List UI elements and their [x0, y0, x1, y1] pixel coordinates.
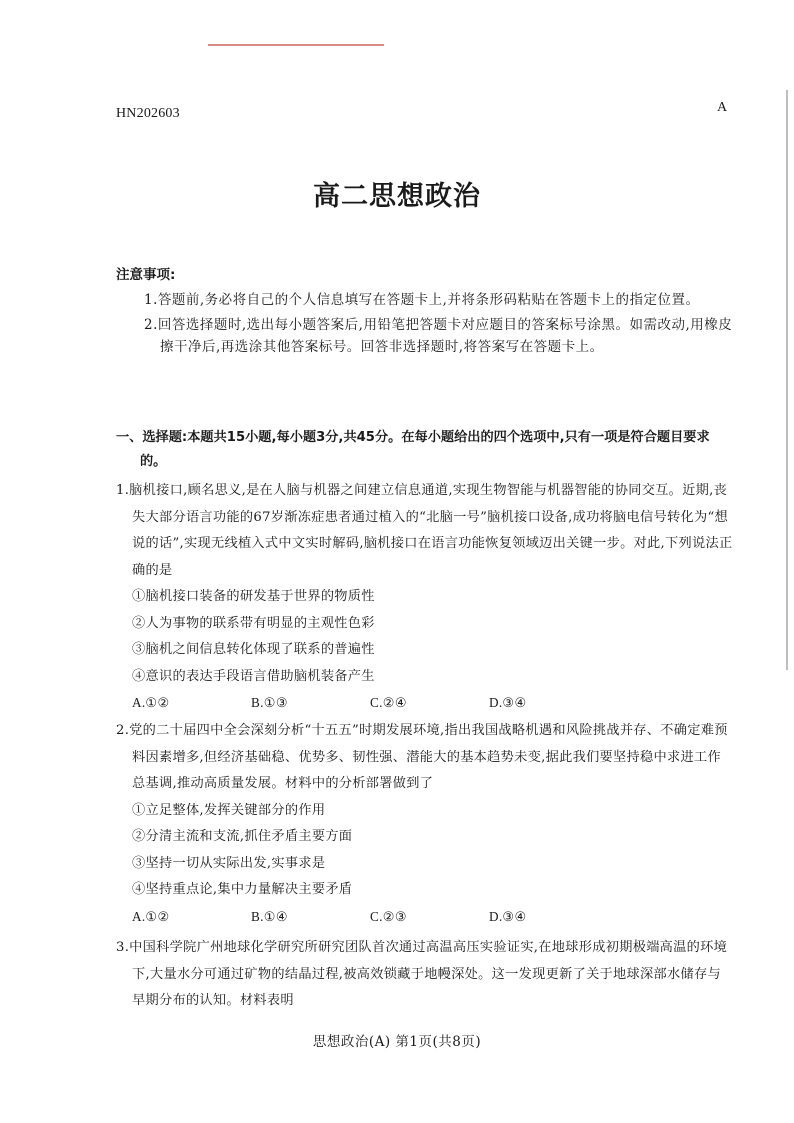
answer-choice-d: D.③④ [489, 695, 527, 710]
answer-choice-c: C.②④ [370, 695, 407, 710]
question-2 [116, 718, 734, 930]
answer-choice-b: B.①③ [251, 695, 288, 710]
scan-mark-top [208, 44, 384, 46]
answer-choice-b: B.①④ [251, 908, 288, 924]
answer-choice-d: D.③④ [489, 908, 527, 924]
page-footer: 思想政治(A) 第1页(共8页) [312, 1034, 482, 1050]
section-heading: 一、选择题:本题共15小题,每小题3分,共45分。在每小题给出的四个选项中,只有一项是符合题目要求的。 [116, 430, 710, 469]
statement-option: ②分清主流和支流,抓住矛盾主要方面 [132, 829, 353, 844]
question-stem: 3.中国科学院广州地球化学研究所研究团队首次通过高温高压实验证实,在地球形成初期极端高温的环境下,大量水分可通过矿物的结晶过程,被高效锁藏于地幔深处。这一发现更新了关于地球深部水储存与早期分布的认知。材料表明 [116, 940, 728, 1008]
statement-option: ①脑机接口装备的研发基于世界的物质性 [132, 589, 375, 604]
answer-choices [116, 904, 734, 931]
notice-block [116, 264, 736, 358]
answer-choice-a: A.①② [132, 695, 170, 710]
notice-item: 2.回答选择题时,选出每小题答案后,用铅笔把答题卡对应题目的答案标号涂黑。如需改动,用橡皮擦干净后,再选涂其他答案标号。回答非选择题时,将答案写在答题卡上。 [144, 317, 733, 355]
notice-item: 1.答题前,务必将自己的个人信息填写在答题卡上,并将条形码粘贴在答题卡上的指定位置。 [144, 292, 700, 308]
notice-heading: 注意事项: [116, 267, 176, 283]
statement-option: ③坚持一切从实际出发,实事求是 [132, 855, 326, 871]
question-stem: 2.党的二十届四中全会深刻分析“十五五”时期发展环境,指出我国战略机遇和风险挑战并存、不确定难预料因素增多,但经济基础稳、优势多、韧性强、潜能大的基本趋势未变,据此我们要坚持稳中求进工作总基调,推动高质量发展。材料中的分析部署做到了 [116, 723, 728, 791]
statement-option: ②人为事物的联系带有明显的主观性色彩 [132, 615, 375, 631]
statement-option: ④意识的表达手段语言借助脑机装备产生 [132, 668, 375, 684]
statement-option: ④坚持重点论,集中力量解决主要矛盾 [132, 882, 353, 897]
answer-choice-a: A.①② [132, 908, 170, 924]
question-1 [116, 478, 734, 717]
statement-option: ③脑机之间信息转化体现了联系的普遍性 [132, 642, 375, 657]
statement-option: ①立足整体,发挥关键部分的作用 [132, 802, 326, 818]
answer-choices [116, 690, 734, 717]
question-stem: 1.脑机接口,顾名思义,是在人脑与机器之间建立信息通道,实现生物智能与机器智能的协同交互。近期,丧失大部分语言功能的67岁渐冻症患者通过植入的“北脑一号”脑机接口设备,成功将脑电信号转化为“想说的话”,实现无线植入式中文实时解码,脑机接口在语言功能恢复领域迈出关键一步。对此,下列说法正确的是 [116, 483, 733, 578]
answer-choice-c: C.②③ [370, 908, 407, 924]
page-title: 高二思想政治 [313, 181, 481, 212]
exam-code: HN202603 [116, 106, 180, 121]
question-3 [116, 935, 734, 1015]
paper-version: A [717, 100, 728, 115]
